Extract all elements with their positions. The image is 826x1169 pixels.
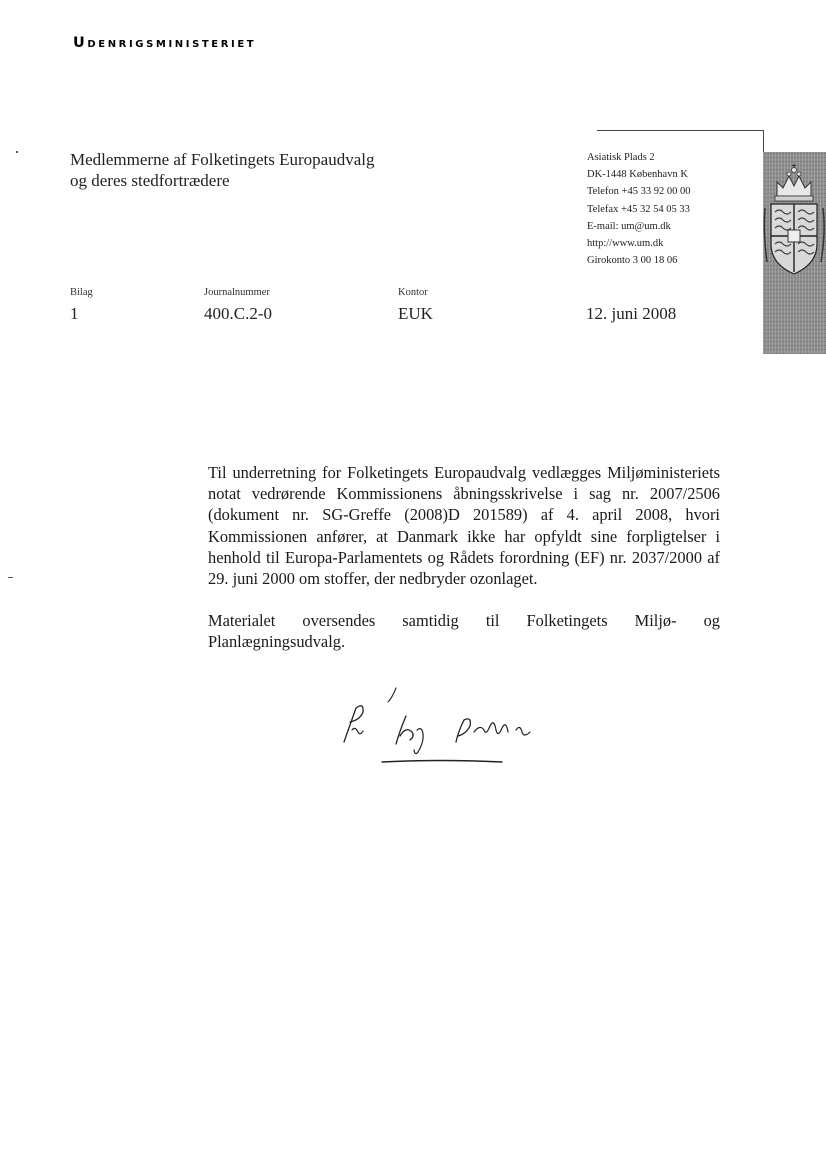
margin-mark-bottom: [8, 577, 13, 578]
address-postcode-city: DK-1448 København K: [587, 169, 688, 181]
crest-strip: [763, 152, 826, 354]
kontor-value: EUK: [398, 304, 433, 323]
kontor-label: Kontor: [398, 287, 428, 298]
recipient-line-1: Medlemmerne af Folketingets Europaudvalg: [70, 150, 375, 169]
recipient-line-2: og deres stedfortrædere: [70, 171, 230, 190]
bilag-label: Bilag: [70, 287, 93, 298]
sender-address-block: [587, 149, 690, 269]
recipient-block: [70, 149, 375, 191]
body-paragraph-1: Til underretning for Folketingets Europaudvalg vedlægges Miljøministeriets notat vedrørende Kommissionens åbningsskrivelse i sag nr. 2007/2506 (dokument nr. SG-Greffe (2008)D 201589) af 4. april 2008, hvori Kommissionen anfører, at Danmark ikke har opfyldt sine forpligtelser i henhold til Europa-Parlamentets og Rådets forordning (EF) nr. 2037/2000 af 29. juni 2000 om stoffer, der nedbryder ozonlaget.: [208, 463, 720, 589]
letter-date: 12. juni 2008: [586, 304, 677, 323]
body-paragraph-2: Materialet oversendes samtidig til Folketingets Miljø- og Planlægningsudvalg.: [208, 611, 720, 652]
address-giro: Girokonto 3 00 18 06: [587, 255, 678, 267]
letter-body: [208, 462, 720, 674]
address-email: E-mail: um@um.dk: [587, 220, 671, 232]
bilag-value: 1: [70, 304, 79, 323]
journal-value: 400.C.2-0: [204, 304, 272, 323]
address-fax: Telefax +45 32 54 05 33: [587, 203, 690, 215]
address-frame-top: [597, 130, 763, 131]
danish-royal-coat-of-arms-icon: [763, 152, 826, 354]
ministry-header: Udenrigsministeriet: [73, 35, 257, 51]
journal-label: Journalnummer: [204, 287, 270, 298]
handwritten-signature: [330, 680, 550, 775]
address-phone: Telefon +45 33 92 00 00: [587, 186, 691, 198]
margin-mark-top: [16, 151, 18, 153]
address-website: http://www.um.dk: [587, 238, 664, 250]
address-street: Asiatisk Plads 2: [587, 152, 655, 163]
